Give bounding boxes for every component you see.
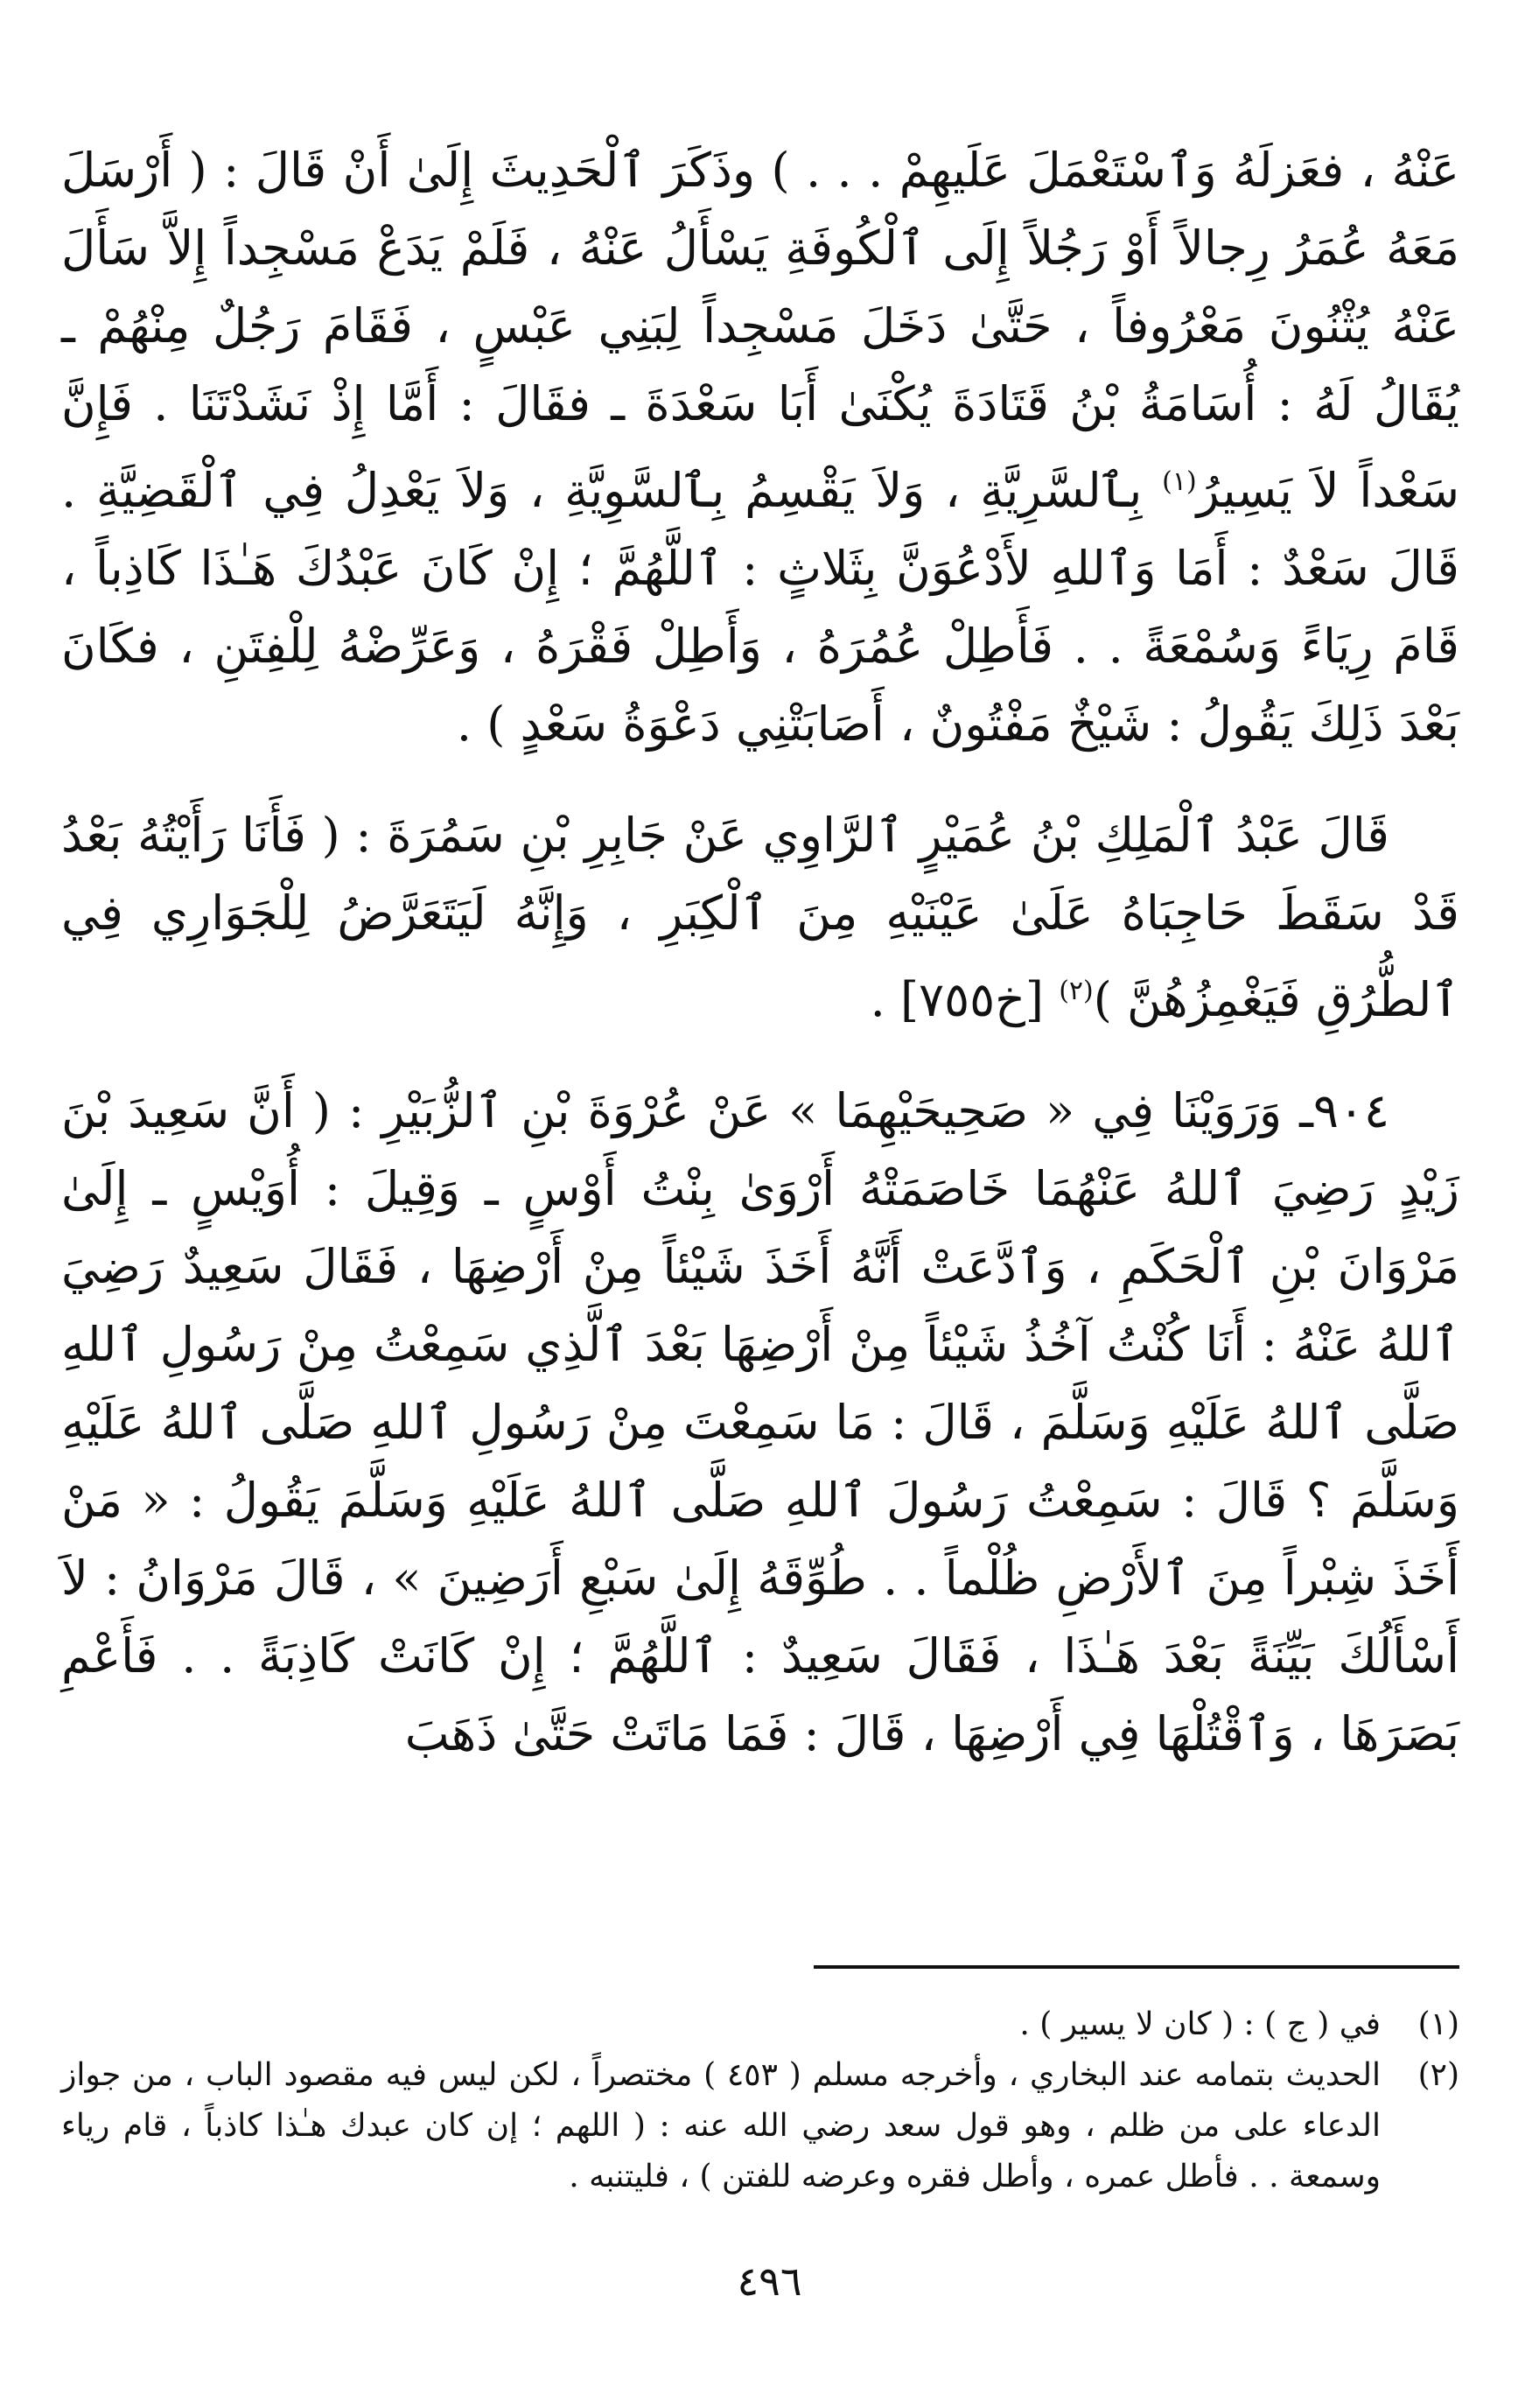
footnote-2-text: الحديث بتمامه عند البخاري ، وأخرجه مسلم ( ٤٥٣ ) مختصراً ، لكن ليس فيه مقصود الباب ، من جواز الدعاء على من ظلم ، وهو قول سعد رضي الله عنه : ( اللهم ؛ إن كان عبدك هـٰذا كاذباً ، قام رياء وسمعة . . فأطل عمره ، وأطل فقره وعرضه للفتن ) ، فليتنبه . [61, 2057, 1381, 2194]
source-reference: [خ٧٥٥] . [870, 972, 1045, 1027]
footnote-marker-1: (١) [1162, 466, 1197, 497]
page-number: ٤٩٦ [737, 2258, 802, 2305]
footnotes [61, 1999, 1459, 2202]
footnote-separator [814, 1965, 1459, 1969]
paragraph-2-text: قَالَ عَبْدُ ٱلْمَلِكِ بْنُ عُمَيْرٍ ٱلرَّاوِي عَنْ جَابِرِ بْنِ سَمُرَةَ : ( فَأَنَا رَأَيْتُهُ بَعْدُ قَدْ سَقَطَ حَاجِبَاهُ عَلَىٰ عَيْنَيْهِ مِنَ ٱلْكِبَرِ ، وَإِنَّهُ لَيَتَعَرَّضُ لِلْجَوَارِي فِي ٱلطُّرُقِ فَيَغْمِزُهُنَّ ) [61, 808, 1459, 1027]
footnote-2 [61, 2050, 1459, 2202]
paragraph-3 [61, 1072, 1459, 1773]
paragraph-3-text: ٩٠٤ـ وَرَوَيْنَا فِي « صَحِيحَيْهِمَا » عَنْ عُرْوَةَ بْنِ ٱلزُّبَيْرِ : ( أَنَّ سَعِيدَ بْنَ زَيْدٍ رَضِيَ ٱللهُ عَنْهُمَا خَاصَمَتْهُ أَرْوَىٰ بِنْتُ أَوْسٍ ـ وَقِيلَ : أُوَيْسٍ ـ إِلَىٰ مَرْوَانَ بْنِ ٱلْحَكَمِ ، وَٱدَّعَتْ أَنَّهُ أَخَذَ شَيْئاً مِنْ أَرْضِهَا ، فَقَالَ سَعِيدٌ رَضِيَ ٱللهُ عَنْهُ : أَنَا كُنْتُ آخُذُ شَيْئاً مِنْ أَرْضِهَا بَعْدَ ٱلَّذِي سَمِعْتُ مِنْ رَسُولِ ٱللهِ صَلَّى ٱللهُ عَلَيْهِ وَسَلَّمَ ، قَالَ : مَا سَمِعْتَ مِنْ رَسُولِ ٱللهِ صَلَّى ٱللهُ عَلَيْهِ وَسَلَّمَ ؟ قَالَ : سَمِعْتُ رَسُولَ ٱللهِ صَلَّى ٱللهُ عَلَيْهِ وَسَلَّمَ يَقُولُ : « مَنْ أَخَذَ شِبْراً مِنَ ٱلأَرْضِ ظُلْماً . . طُوِّقَهُ إِلَىٰ سَبْعِ أَرَضِينَ » ، قَالَ مَرْوَانُ : لاَ أَسْأَلُكَ بَيِّنَةً بَعْدَ هَـٰذَا ، فَقَالَ سَعِيدٌ : ٱللَّهُمَّ ؛ إِنْ كَانَتْ كَاذِبَةً . . فَأَعْمِ بَصَرَهَا ، وَٱقْتُلْهَا فِي أَرْضِهَا ، قَالَ : فَمَا مَاتَتْ حَتَّىٰ ذَهَبَ [61, 1083, 1459, 1761]
main-text [61, 131, 1459, 1773]
paragraph-1-text: عَنْهُ ، فعَزلَهُ وَٱسْتَعْمَلَ عَلَيهِمْ . . . ) وذَكَرَ ٱلْحَدِيثَ إِلَىٰ أَنْ قَالَ : ( أَرْسَلَ مَعَهُ عُمَرُ رِجالاً أَوْ رَجُلاً إِلَى ٱلْكُوفَةِ يَسْأَلُ عَنْهُ ، فَلَمْ يَدَعْ مَسْجِداً إِلاَّ سَأَلَ عَنْهُ يُثْنُونَ مَعْرُوفاً ، حَتَّىٰ دَخَلَ مَسْجِداً لِبَنِي عَبْسٍ ، فَقَامَ رَجُلٌ مِنْهُمْ ـ يُقَالُ لَهُ : أُسَامَةُ بْنُ قَتَادَةَ يُكْنَىٰ أَبَا سَعْدَةَ ـ فقَالَ : أَمَّا إِذْ نَشَدْتَنَا . فَإِنَّ سَعْداً لاَ يَسِيرُ [61, 143, 1459, 518]
footnote-1 [61, 1999, 1459, 2050]
paragraph-1 [61, 131, 1459, 763]
footnote-1-text: في ( ج ) : ( كان لا يسير ) . [1019, 2006, 1381, 2042]
footnote-1-number: (١) [1417, 2006, 1459, 2042]
paragraph-2 [61, 796, 1459, 1039]
paragraph-1-continued: بِٱلسَّرِيَّةِ ، وَلاَ يَقْسِمُ بِٱلسَّوِيَّةِ ، وَلاَ يَعْدِلُ فِي ٱلْقَضِيَّةِ . قَالَ سَعْدٌ : أَمَا وَٱللهِ لأَدْعُوَنَّ بِثَلاثٍ : ٱللَّهُمَّ ؛ إِنْ كَانَ عَبْدُكَ هَـٰذَا كَاذِباً ، قَامَ رِيَاءً وَسُمْعَةً . . فَأَطِلْ عُمُرَهُ ، وَأَطِلْ فَقْرَهُ ، وَعَرِّضْهُ لِلْفِتَنِ ، فكَانَ بَعْدَ ذَلِكَ يَقُولُ : شَيْخٌ مَفْتُونٌ ، أَصَابَتْنِي دَعْوَةُ سَعْدٍ ) . [61, 463, 1459, 752]
footnote-marker-2: (٢) [1059, 976, 1094, 1006]
footnote-2-number: (٢) [1417, 2057, 1459, 2093]
